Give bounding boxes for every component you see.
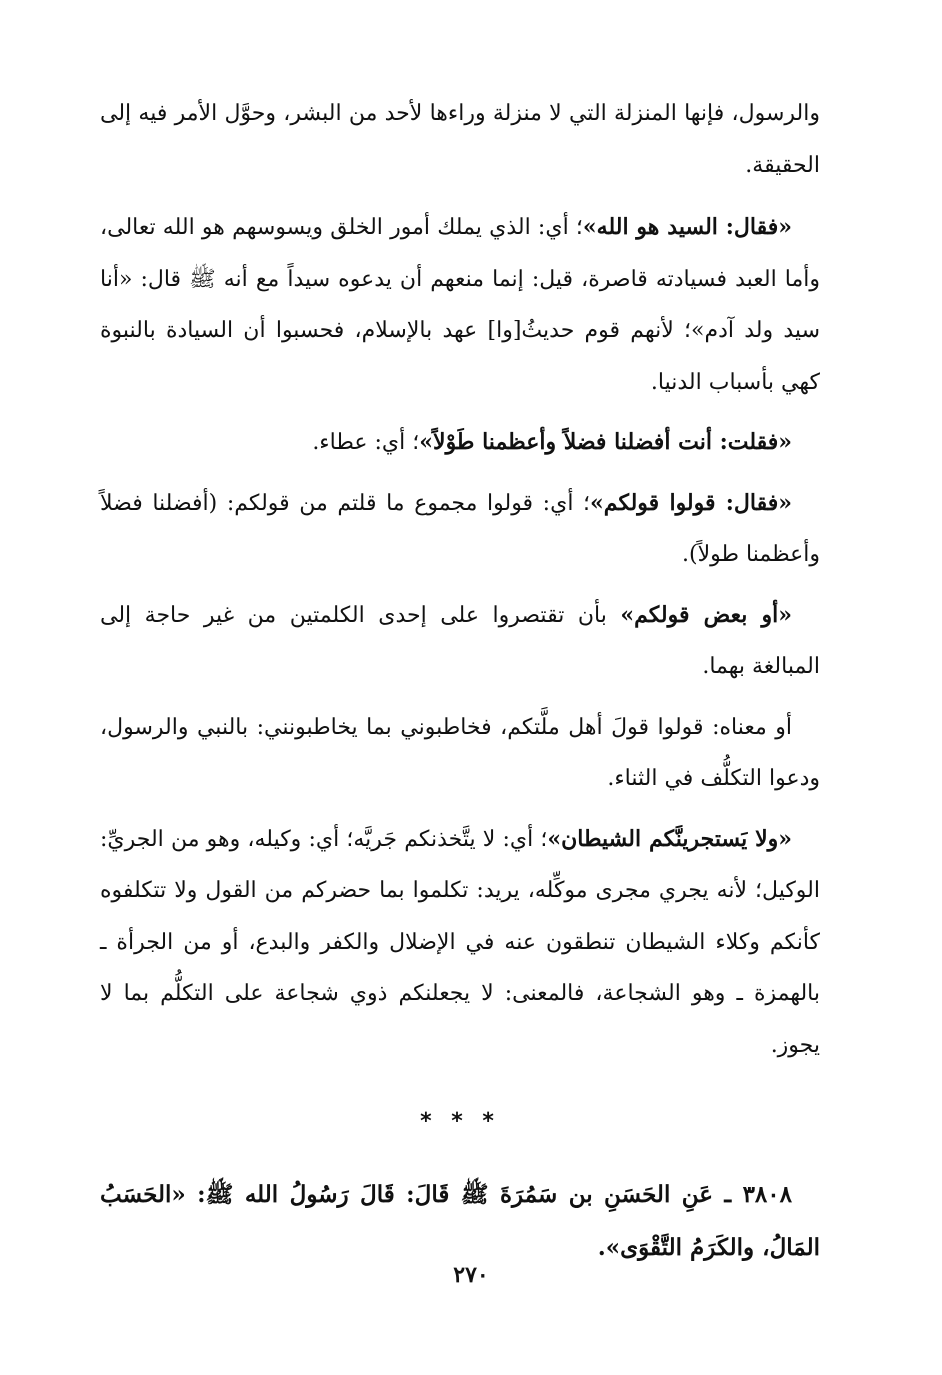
paragraph-6: أو معناه: قولوا قولَ أهل ملَّتكم، فخاطبوني بما يخاطبونني: بالنبي والرسول، ودعوا التكلُّف في الثناء. (100, 714, 820, 791)
quote-bold: «فقلت: أنت أفضلنا فضلاً وأعظمنا طَوْلاً» (419, 429, 792, 455)
paragraph-7 (100, 814, 820, 1072)
quote-bold: «فقال: السيد هو الله» (582, 214, 793, 240)
page-number: ٢٧٠ (453, 1262, 489, 1288)
section-separator: * * * (420, 1109, 500, 1134)
paragraph-1: والرسول، فإنها المنزلة التي لا منزلة وراءها لأحد من البشر، وحوَّل الأمر فيه إلى الحقيقة. (100, 101, 820, 178)
commentary-text: ؛ أي: الذي يملك أمور الخلق ويسوسهم هو الله تعالى، وأما العبد فسيادته قاصرة، قيل: إنما منعهم أن يدعوه سيداً مع أنه ﷺ قال: «أنا سيد ولد آدم»؛ لأنهم قوم حديثُ[وا] عهد بالإسلام، فحسبوا أن السيادة بالنبوة كهي بأسباب الدنيا. (100, 215, 820, 395)
commentary-text: ؛ أي: عطاء. (312, 430, 420, 455)
quote-bold: «أو بعض قولكم» (620, 601, 792, 628)
paragraph-4 (100, 478, 820, 581)
commentary-text: ؛ أي: قولوا مجموع ما قلتم من قولكم: (أفضلنا فضلاً وأعظمنا طولاً). (100, 490, 820, 567)
quote-bold: «ولا يَستجرينَّكم الشيطان» (547, 825, 792, 852)
commentary-text: ؛ أي: لا يتَّخذنكم جَريَّه؛ أي: وكيله، وهو من الجريِّ: الوكيل؛ لأنه يجري مجرى موكِّله، يريد: تكلموا بما حضركم من القول ولا تتكلفوه كأنكم وكلاء الشيطان تنطقون عنه في الإضلال والكفر والبدع، أو من الجرأة ـ بالهمزة ـ وهو الشجاعة، فالمعنى: لا يجعلنكم ذوي شجاعة على التكلُّم بما لا يجوز. (100, 826, 820, 1058)
paragraph-2 (100, 202, 820, 408)
hadith-text: ٣٨٠٨ ـ عَنِ الحَسَنِ بن سَمُرَةَ ﷺ قَالَ: قَالَ رَسُولُ الله ﷺ: «الحَسَبُ المَالُ، والكَرَمُ التَّقْوَى». (100, 1181, 820, 1261)
paragraph-3 (100, 417, 820, 469)
commentary-text: بأن تقتصروا على إحدى الكلمتين من غير حاجة إلى المبالغة بهما. (100, 602, 820, 679)
paragraph-5 (100, 590, 820, 693)
page-body (100, 88, 820, 1274)
quote-bold: «فقال: قولوا قولكم» (590, 489, 792, 516)
